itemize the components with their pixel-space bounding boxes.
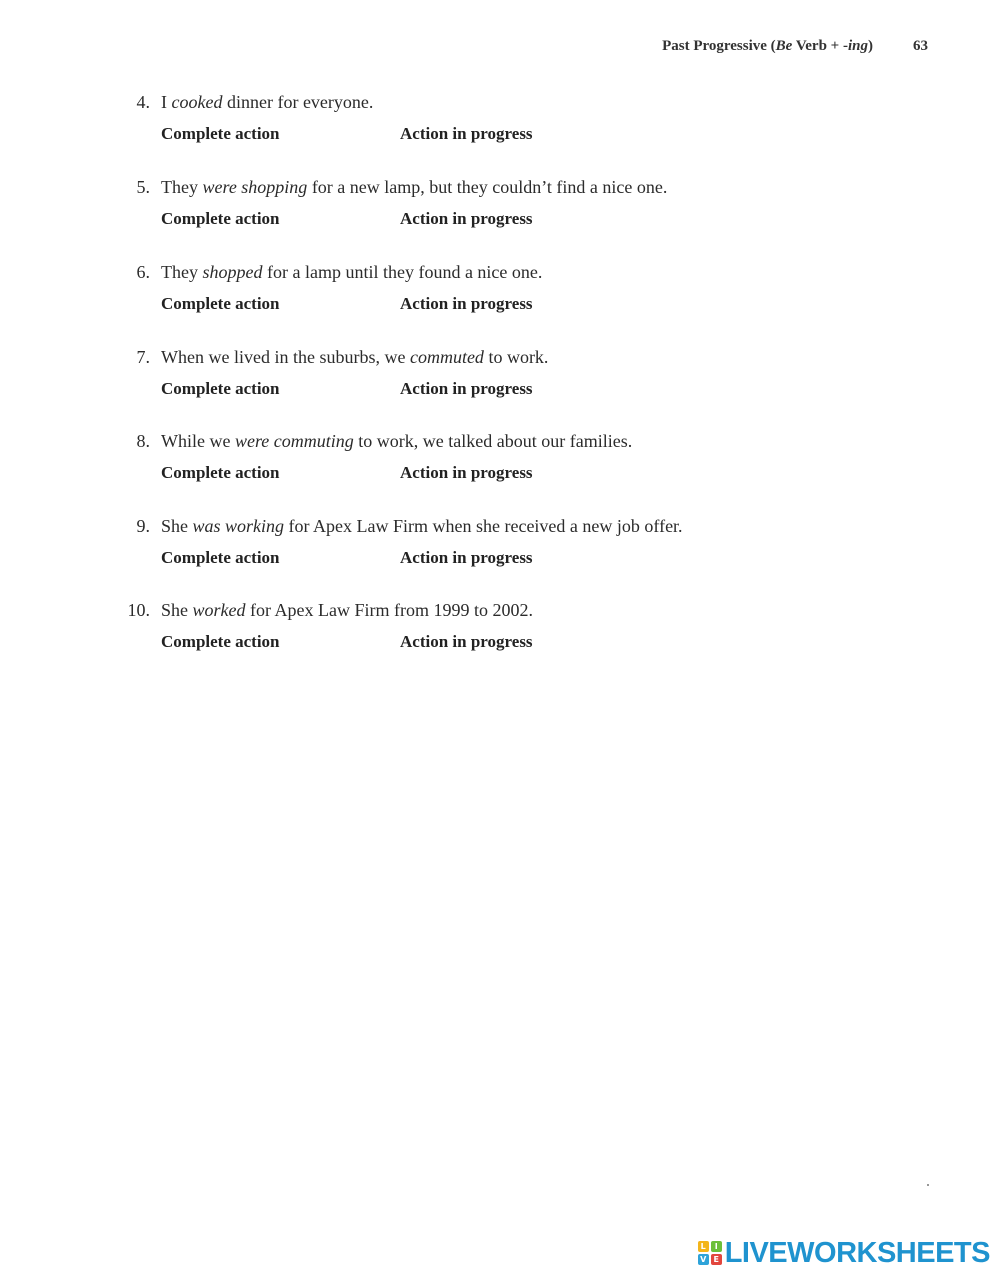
header-title-ing: ing [847,38,868,54]
exercise-sentence [161,429,632,453]
sentence-text: They [161,177,203,197]
exercise-sentence [161,514,683,538]
header-title-part: Verb + - [792,38,848,54]
sentence-verb: commuted [409,347,484,367]
exercise-sentence [161,90,373,114]
header-title-part: ) [868,38,873,54]
action-in-progress-option[interactable]: Action in progress [400,632,533,651]
sentence-text: She [161,600,193,620]
page-header [662,38,928,55]
sentence-text: When we lived in the suburbs, we [161,347,410,367]
complete-action-option[interactable]: Complete action [161,294,280,313]
sentence-text: for Apex Law Firm from 1999 to 2002. [245,600,533,620]
sentence-text: for a lamp until they found a nice one. [262,262,543,282]
exercise-sentence [161,175,667,199]
sentence-text: for Apex Law Firm when she received a new job offer. [284,516,683,536]
exercise-number: 8. [136,431,150,451]
sentence-text: to work, we talked about our families. [353,431,633,451]
logo-block-e: E [711,1254,722,1265]
sentence-text: dinner for everyone. [222,92,374,112]
complete-action-option[interactable]: Complete action [161,379,280,398]
sentence-verb: worked [192,600,246,620]
logo-block-v: V [698,1254,709,1265]
sentence-text: I [161,92,172,112]
action-in-progress-option[interactable]: Action in progress [400,294,533,313]
exercise-number: 6. [136,262,150,282]
action-in-progress-option[interactable]: Action in progress [400,379,533,398]
sentence-text: for a new lamp, but they couldn’t find a nice one. [307,177,668,197]
logo-block-l: L [698,1241,709,1252]
sentence-verb: shopped [202,262,263,282]
sentence-verb: were shopping [202,177,308,197]
complete-action-option[interactable]: Complete action [161,463,280,482]
exercise-number: 10. [127,600,150,620]
page-number: 63 [913,38,928,54]
liveworksheets-logo [698,1238,990,1268]
sentence-verb: was working [192,516,285,536]
sentence-text: She [161,516,193,536]
exercise-number: 7. [136,347,150,367]
stray-dot [927,1184,929,1186]
sentence-text: While we [161,431,235,451]
exercise-sentence [161,345,548,369]
header-title-be: Be [775,38,793,54]
sentence-verb: cooked [171,92,223,112]
complete-action-option[interactable]: Complete action [161,124,280,143]
header-title [662,38,873,54]
exercise-sentence [161,598,533,622]
action-in-progress-option[interactable]: Action in progress [400,209,533,228]
sentence-text: to work. [483,347,549,367]
exercise-number: 9. [136,516,150,536]
exercise-number: 4. [136,92,150,112]
header-title-part: Past Progressive ( [662,38,776,54]
complete-action-option[interactable]: Complete action [161,209,280,228]
complete-action-option[interactable]: Complete action [161,548,280,567]
action-in-progress-option[interactable]: Action in progress [400,548,533,567]
complete-action-option[interactable]: Complete action [161,632,280,651]
live-blocks-icon [698,1241,722,1265]
exercise-sentence [161,260,542,284]
sentence-verb: were commuting [234,431,354,451]
sentence-text: They [161,262,203,282]
exercise-number: 5. [136,177,150,197]
logo-text: LIVEWORKSHEETS [724,1237,990,1269]
logo-block-i: I [711,1241,722,1252]
action-in-progress-option[interactable]: Action in progress [400,124,533,143]
action-in-progress-option[interactable]: Action in progress [400,463,533,482]
